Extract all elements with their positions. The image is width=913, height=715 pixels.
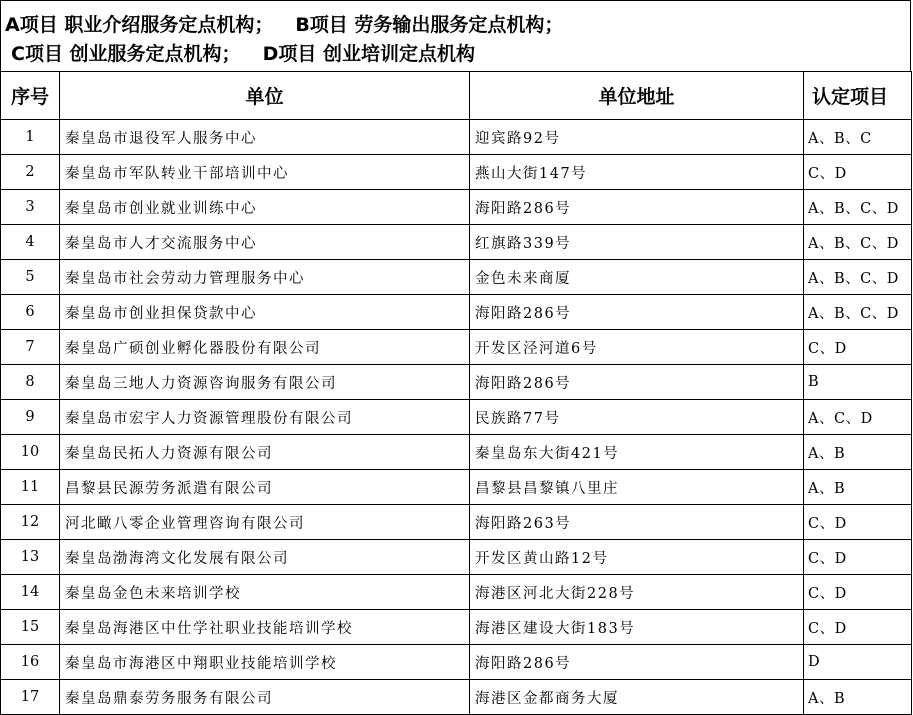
project-legend: [0, 0, 911, 72]
row-unit: 河北瞰八零企业管理咨询有限公司: [60, 505, 470, 540]
row-unit: 秦皇岛鼎泰劳务服务有限公司: [60, 680, 470, 715]
table-header-row: [1, 72, 912, 120]
row-address: 开发区黄山路12号: [470, 540, 804, 575]
header-unit: 单位: [60, 72, 470, 120]
row-seq: 2: [1, 155, 60, 190]
row-address: 海阳路286号: [470, 365, 804, 400]
row-address: 金色未来商厦: [470, 260, 804, 295]
header-address: 单位地址: [470, 72, 804, 120]
row-unit: 秦皇岛市创业就业训练中心: [60, 190, 470, 225]
row-seq: 1: [1, 120, 60, 155]
row-unit: 秦皇岛民拓人力资源有限公司: [60, 435, 470, 470]
legend-b: B项目 劳务输出服务定点机构；: [295, 14, 564, 36]
row-seq: 4: [1, 225, 60, 260]
row-seq: 9: [1, 400, 60, 435]
table-row: [1, 295, 912, 330]
row-address: 海阳路286号: [470, 295, 804, 330]
row-seq: 7: [1, 330, 60, 365]
row-unit: 秦皇岛市退役军人服务中心: [60, 120, 470, 155]
table-row: [1, 330, 912, 365]
row-seq: 12: [1, 505, 60, 540]
row-unit: 秦皇岛市社会劳动力管理服务中心: [60, 260, 470, 295]
row-unit: 昌黎县民源劳务派遣有限公司: [60, 470, 470, 505]
table-row: [1, 680, 912, 715]
row-project: A、B、C: [804, 120, 912, 155]
row-project: A、B: [804, 680, 912, 715]
row-unit: 秦皇岛金色未来培训学校: [60, 575, 470, 610]
row-address: 燕山大街147号: [470, 155, 804, 190]
table-row: [1, 470, 912, 505]
row-seq: 3: [1, 190, 60, 225]
table-row: [1, 645, 912, 680]
row-address: 海港区建设大街183号: [470, 610, 804, 645]
row-project: A、B: [804, 435, 912, 470]
row-address: 民族路77号: [470, 400, 804, 435]
row-project: A、B、C、D: [804, 260, 912, 295]
row-seq: 6: [1, 295, 60, 330]
institution-table: [0, 71, 912, 715]
row-seq: 15: [1, 610, 60, 645]
row-project: A、B、C、D: [804, 295, 912, 330]
row-seq: 8: [1, 365, 60, 400]
table-row: [1, 610, 912, 645]
row-seq: 5: [1, 260, 60, 295]
row-seq: 11: [1, 470, 60, 505]
row-project: A、B、C、D: [804, 225, 912, 260]
row-unit: 秦皇岛广硕创业孵化器股份有限公司: [60, 330, 470, 365]
row-project: B: [804, 365, 912, 400]
row-project: C、D: [804, 505, 912, 540]
legend-c: C项目 创业服务定点机构；: [11, 43, 241, 65]
table-row: [1, 505, 912, 540]
row-address: 海阳路286号: [470, 190, 804, 225]
row-address: 迎宾路92号: [470, 120, 804, 155]
table-row: [1, 260, 912, 295]
row-seq: 16: [1, 645, 60, 680]
legend-a: A项目 职业介绍服务定点机构；: [5, 14, 274, 36]
row-unit: 秦皇岛海港区中仕学社职业技能培训学校: [60, 610, 470, 645]
row-seq: 10: [1, 435, 60, 470]
table-row: [1, 435, 912, 470]
table-row: [1, 120, 912, 155]
row-project: D: [804, 645, 912, 680]
table-row: [1, 575, 912, 610]
row-address: 秦皇岛东大街421号: [470, 435, 804, 470]
row-project: A、C、D: [804, 400, 912, 435]
row-seq: 14: [1, 575, 60, 610]
row-address: 海港区金都商务大厦: [470, 680, 804, 715]
row-address: 昌黎县昌黎镇八里庄: [470, 470, 804, 505]
table-row: [1, 190, 912, 225]
row-seq: 13: [1, 540, 60, 575]
row-address: 红旗路339号: [470, 225, 804, 260]
legend-line-1: [5, 10, 563, 37]
table-row: [1, 225, 912, 260]
row-unit: 秦皇岛市人才交流服务中心: [60, 225, 470, 260]
row-project: C、D: [804, 610, 912, 645]
header-project: 认定项目: [804, 72, 912, 120]
row-project: C、D: [804, 330, 912, 365]
row-seq: 17: [1, 680, 60, 715]
row-project: C、D: [804, 575, 912, 610]
row-project: C、D: [804, 155, 912, 190]
table-row: [1, 540, 912, 575]
header-seq: 序号: [1, 72, 60, 120]
row-project: A、B、C、D: [804, 190, 912, 225]
legend-line-2: [11, 39, 475, 66]
row-address: 海阳路286号: [470, 645, 804, 680]
row-address: 海港区河北大街228号: [470, 575, 804, 610]
legend-d: D项目 创业培训定点机构: [262, 43, 475, 65]
row-unit: 秦皇岛市军队转业干部培训中心: [60, 155, 470, 190]
row-unit: 秦皇岛市创业担保贷款中心: [60, 295, 470, 330]
table-row: [1, 365, 912, 400]
row-unit: 秦皇岛渤海湾文化发展有限公司: [60, 540, 470, 575]
table-row: [1, 400, 912, 435]
row-address: 海阳路263号: [470, 505, 804, 540]
row-unit: 秦皇岛三地人力资源咨询服务有限公司: [60, 365, 470, 400]
table-row: [1, 155, 912, 190]
row-unit: 秦皇岛市海港区中翔职业技能培训学校: [60, 645, 470, 680]
row-address: 开发区泾河道6号: [470, 330, 804, 365]
row-project: C、D: [804, 540, 912, 575]
row-unit: 秦皇岛市宏宇人力资源管理股份有限公司: [60, 400, 470, 435]
row-project: A、B: [804, 470, 912, 505]
